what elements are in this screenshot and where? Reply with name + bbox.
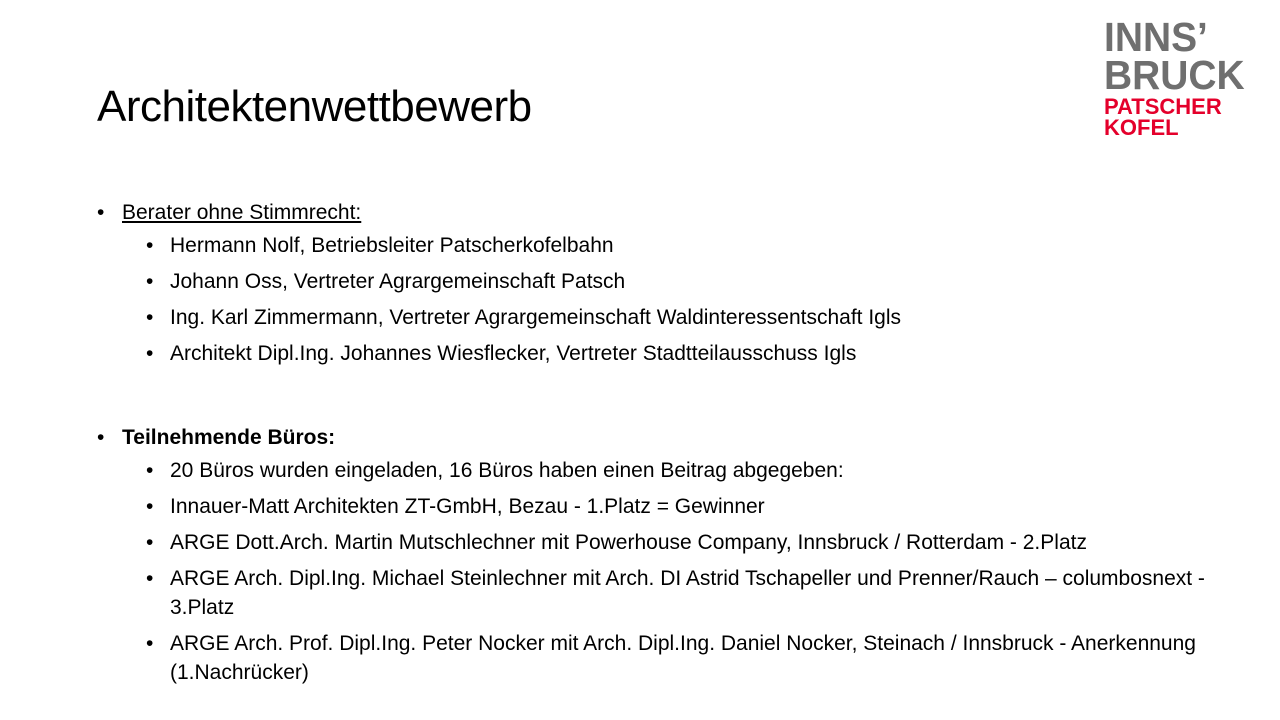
logo-line-kofel: KOFEL xyxy=(1104,115,1179,140)
section-participants xyxy=(97,423,1227,687)
bullet-icon: • xyxy=(146,567,154,590)
logo-line-bruck: BRUCK xyxy=(1104,52,1245,98)
list-item-text: Hermann Nolf, Betriebsleiter Patscherkofelbahn xyxy=(170,234,614,257)
logo-line-patscher: PATSCHER xyxy=(1104,94,1222,119)
list-item xyxy=(122,629,1227,687)
bullet-icon: • xyxy=(146,459,154,482)
list-item xyxy=(122,456,1227,485)
bullet-icon: • xyxy=(146,495,154,518)
list-item xyxy=(122,231,1227,260)
innsbruck-patscherkofel-logo xyxy=(1104,14,1264,148)
bullet-icon: • xyxy=(146,306,154,329)
logo-line-inns: INNS’ xyxy=(1104,14,1208,60)
bullet-icon: • xyxy=(146,234,154,257)
bullet-list xyxy=(97,198,1227,687)
list-item-text: Architekt Dipl.Ing. Johannes Wiesflecker, Vertreter Stadtteilausschuss Igls xyxy=(170,342,857,365)
bullet-icon: • xyxy=(146,270,154,293)
slide-title: Architektenwettbewerb xyxy=(97,82,532,131)
participants-list xyxy=(122,456,1227,687)
list-item-text: Johann Oss, Vertreter Agrargemeinschaft Patsch xyxy=(170,270,626,293)
bullet-icon: • xyxy=(97,426,105,449)
list-item xyxy=(122,267,1227,296)
section-heading-advisors: Berater ohne Stimmrecht: xyxy=(122,201,362,224)
list-item xyxy=(122,564,1227,622)
bullet-icon: • xyxy=(146,632,154,655)
slide-body xyxy=(97,198,1227,694)
list-item-text: ARGE Arch. Dipl.Ing. Michael Steinlechner mit Arch. DI Astrid Tschapeller und Prenner/Rauch – columbosnext - 3.Platz xyxy=(170,567,1205,619)
advisors-list xyxy=(122,231,1227,368)
list-item-text: 20 Büros wurden eingeladen, 16 Büros haben einen Beitrag abgegeben: xyxy=(170,459,844,482)
list-item xyxy=(122,303,1227,332)
section-advisors xyxy=(97,198,1227,368)
list-item-text: ARGE Arch. Prof. Dipl.Ing. Peter Nocker mit Arch. Dipl.Ing. Daniel Nocker, Steinach / Innsbruck - Anerkennung (1.Nachrücker) xyxy=(170,632,1196,684)
list-item xyxy=(122,339,1227,368)
bullet-icon: • xyxy=(146,342,154,365)
list-item-text: Ing. Karl Zimmermann, Vertreter Agrargemeinschaft Waldinteressentschaft Igls xyxy=(170,306,902,329)
bullet-icon: • xyxy=(146,531,154,554)
list-item-text: Innauer-Matt Architekten ZT-GmbH, Bezau - 1.Platz = Gewinner xyxy=(170,495,765,518)
list-item xyxy=(122,528,1227,557)
list-item-text: ARGE Dott.Arch. Martin Mutschlechner mit Powerhouse Company, Innsbruck / Rotterdam - 2.Platz xyxy=(170,531,1087,554)
list-item xyxy=(122,492,1227,521)
bullet-icon: • xyxy=(97,201,105,224)
section-heading-participants: Teilnehmende Büros: xyxy=(122,426,336,449)
